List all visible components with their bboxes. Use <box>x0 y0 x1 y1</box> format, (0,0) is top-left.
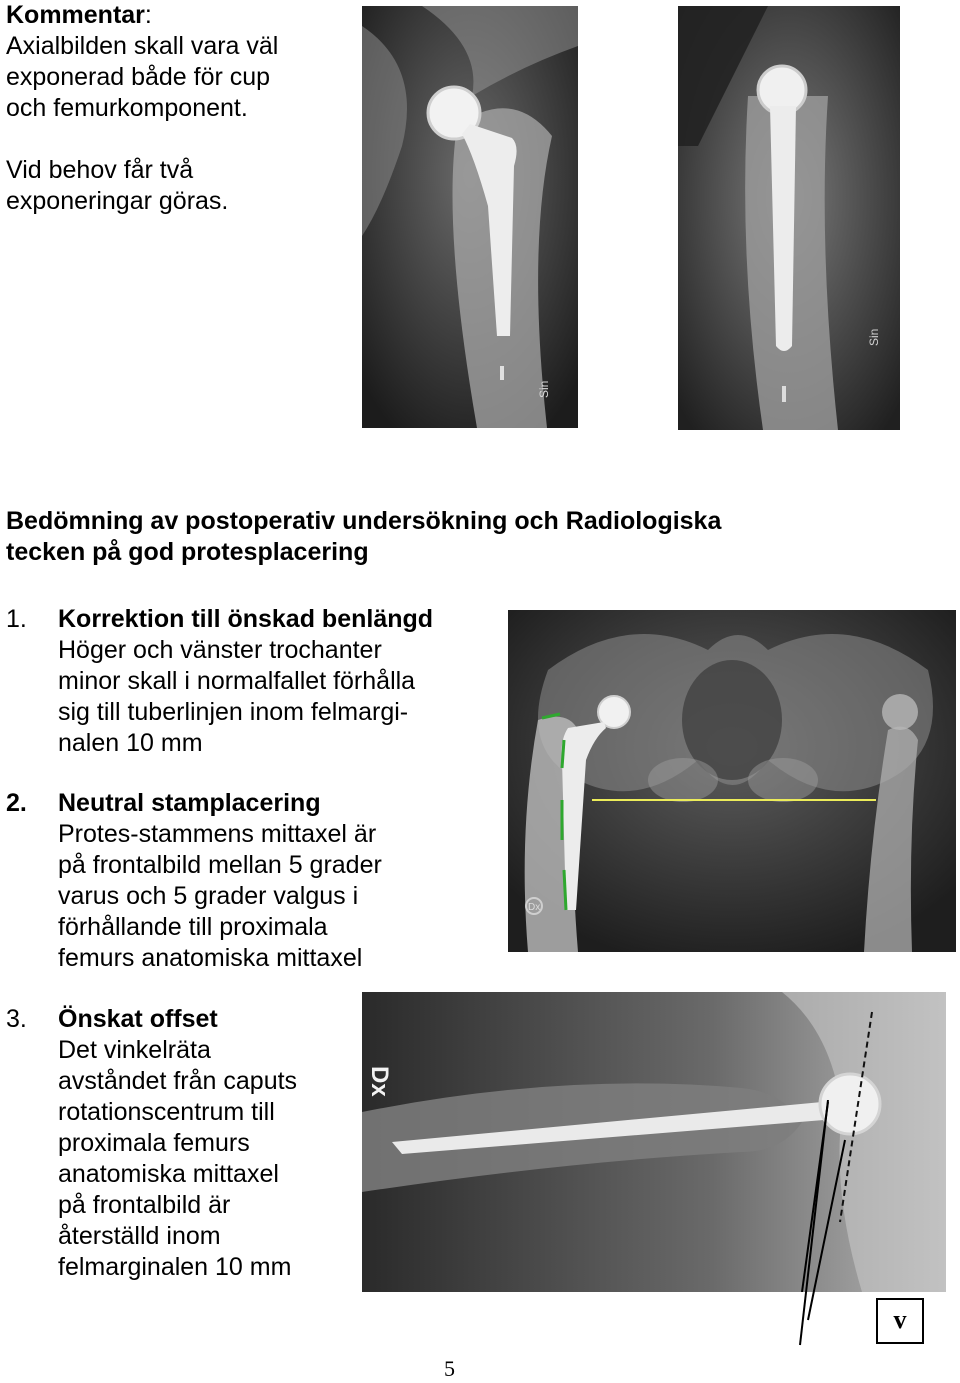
item-line: förhållande till proximala <box>58 913 328 941</box>
lateral-marker: Dx <box>366 1066 393 1097</box>
comment-heading <box>6 0 278 31</box>
item-line: anatomiska mittaxel <box>58 1160 279 1188</box>
item-line: avståndet från caputs <box>58 1067 298 1095</box>
item-line: varus och 5 grader valgus i <box>58 882 359 910</box>
comment-line: och femurkomponent. <box>6 94 248 122</box>
section-title-line: Bedömning av postoperativ undersökning och Radiologiska <box>6 507 722 535</box>
comment-heading-colon: : <box>144 1 152 29</box>
pelvis-marker: Dx <box>528 902 541 913</box>
comment-line: Axialbilden skall vara väl <box>6 32 279 60</box>
item-line: Höger och vänster trochanter <box>58 636 382 664</box>
item-number: 3. <box>6 1005 27 1033</box>
item-line: Det vinkelräta <box>58 1036 211 1064</box>
leader-lines <box>790 1100 850 1350</box>
item-title: Neutral stamplacering <box>58 789 321 817</box>
item-line: på frontalbild mellan 5 grader <box>58 851 382 879</box>
item-line: sig till tuberlinjen inom felmargi- <box>58 698 409 726</box>
comment-line: exponeringar göras. <box>6 187 229 215</box>
annotation-box: v <box>876 1298 924 1344</box>
item-line: Protes-stammens mittaxel är <box>58 820 377 848</box>
item-title: Korrektion till önskad benlängd <box>58 605 434 633</box>
xray2-marker: Sin <box>867 328 881 346</box>
xray-lateral-femur-image <box>678 6 900 430</box>
comment-line: exponerad både för cup <box>6 63 271 91</box>
comment-block <box>6 0 278 217</box>
comment-line: Vid behov får två <box>6 156 194 184</box>
xray-pelvis-image <box>508 610 956 952</box>
item-line: på frontalbild är <box>58 1191 231 1219</box>
item-line: femurs anatomiska mittaxel <box>58 944 363 972</box>
item-line: proximala femurs <box>58 1129 250 1157</box>
item-line: rotationscentrum till <box>58 1098 275 1126</box>
page-number: 5 <box>444 1356 455 1381</box>
item-line: felmarginalen 10 mm <box>58 1253 292 1281</box>
xray-ap-femur-image <box>362 6 578 428</box>
item-line: nalen 10 mm <box>58 729 203 757</box>
xray1-marker: Sin <box>537 380 551 398</box>
item-number: 2. <box>6 789 27 817</box>
section-title-line: tecken på god protesplacering <box>6 538 369 566</box>
item-title: Önskat offset <box>58 1005 218 1033</box>
xray-axial-hip-image <box>362 992 946 1292</box>
item-line: minor skall i normalfallet förhålla <box>58 667 416 695</box>
section-title <box>6 506 721 568</box>
comment-heading-text: Kommentar <box>6 1 145 29</box>
item-number: 1. <box>6 605 27 633</box>
item-line: återställd inom <box>58 1222 221 1250</box>
